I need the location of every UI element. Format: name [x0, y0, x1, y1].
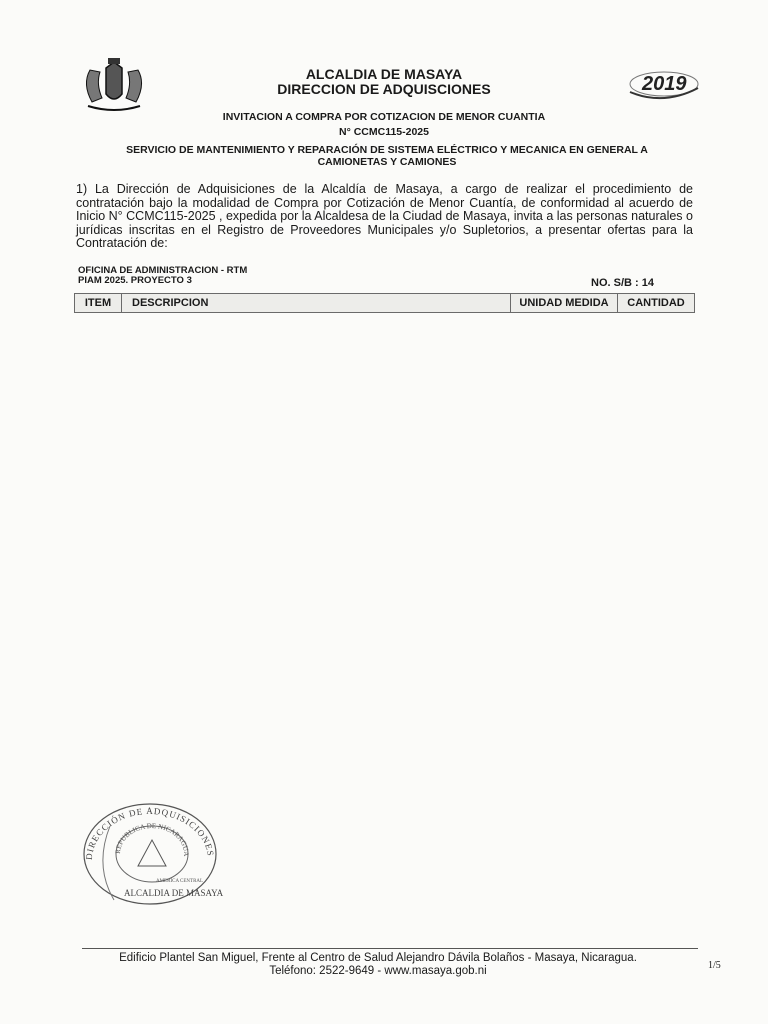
footer-address: Edificio Plantel San Miguel, Frente al Centro de Salud Alejandro Dávila Bolaños - Masaya, Nicaragua.: [119, 952, 637, 964]
project-name: PIAM 2025. PROYECTO 3: [78, 275, 192, 286]
col-item: ITEM: [75, 294, 122, 312]
invitation-number: N° CCMC115-2025: [339, 126, 429, 138]
col-quantity: CANTIDAD: [627, 297, 685, 309]
svg-text:2019: 2019: [642, 73, 687, 95]
sb-number: NO. S/B : 14: [591, 277, 654, 289]
office-name: OFICINA DE ADMINISTRACION - RTM: [78, 265, 248, 276]
official-stamp: [74, 796, 224, 906]
col-description: DESCRIPCION: [122, 294, 511, 312]
invitation-title: INVITACION A COMPRA POR COTIZACION DE MENOR CUANTIA: [222, 111, 546, 123]
office-block: [78, 266, 247, 286]
stamp-inner-text: REPUBLICA DE NICARAGUA: [113, 821, 191, 857]
stamp-inner2-text: AMERICA CENTRAL: [156, 879, 204, 884]
footer-contact: Teléfono: 2522-9649 - www.masaya.gob.ni: [269, 965, 487, 977]
intro-paragraph: 1) La Dirección de Adquisiciones de la Alcaldía de Masaya, a cargo de realizar el procedimiento de contratación bajo la modalidad de Compra por Cotización de Menor Cuantía, de conformidad al acuerdo de Inicio N° CCMC115-2025 , expedida por la Alcaldesa de la Ciudad de Masaya, invita a las personas naturales o jurídicas inscritas en el Registro de Proveedores Municipales y/o Supletorios, a presentar ofertas para la Contratación de:: [76, 182, 693, 251]
stamp-bottom-text: ALCALDIA DE MASAYA: [124, 888, 224, 898]
col-unit: UNIDAD MEDIDA: [511, 294, 618, 312]
stamp-outer-text: DIRECCIÓN DE ADQUISICIONES: [83, 805, 216, 861]
header-title: ALCALDIA DE MASAYA: [305, 66, 463, 82]
page-number: 1/5: [708, 960, 721, 971]
service-title: SERVICIO DE MANTENIMIENTO Y REPARACIÓN DE SISTEMA ELÉCTRICO Y MECANICA EN GENERAL A CAMIONETAS Y CAMIONES: [126, 144, 648, 168]
header-subtitle: DIRECCION DE ADQUISCIONES: [277, 81, 491, 97]
items-table-header: [74, 293, 695, 313]
footer-divider: [82, 948, 698, 949]
